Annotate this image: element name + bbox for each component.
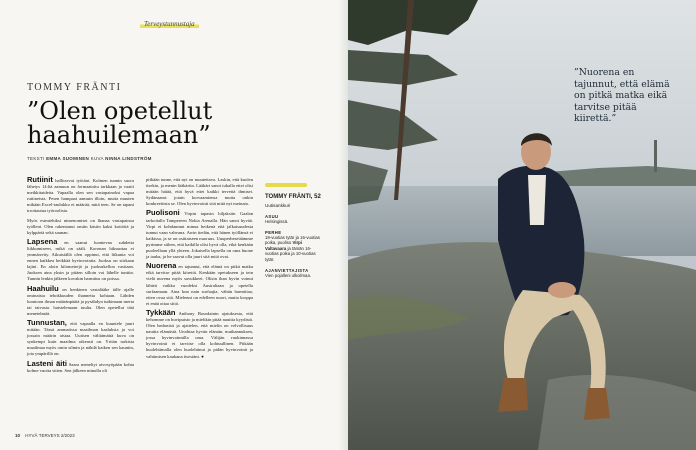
fact-family [265, 235, 321, 263]
fact-label-family: PERHE [265, 229, 282, 235]
paragraph [27, 317, 134, 358]
paragraph-lead: Tykkään [146, 307, 176, 317]
boot-right [584, 388, 610, 420]
paragraph-lead: Lapsena [27, 236, 58, 246]
paragraph [27, 283, 134, 317]
byline-photo-label: KUVA [90, 156, 104, 161]
pull-quote: ”Nuorena en tajunnut, että elämä on pitkä matka eikä tarvitse pitää kiirettä.” [574, 67, 670, 124]
paragraph-text: Virpin tapasin hiljaksiin Gaalan tarkoitalla Tampereen Nokia Arenalla. Hän sanoi hyvää. Virpi ei kohdanmut minua heikenä että jalkaisuudesta tunnut vaan vahvana. Arrin tiedän, että hänen työllänsä ei kaikissa, ja se on osittaiseen nuoruus. Uuuperhesetäämme pyrimme siihen, että kaikilla olisi hyvä olla, eikä kenkään puoleellaan yllä yhteen. Jokaisella lapsella on oma huone ja tauha, ja he saavat olla juuri sitä mitä ovat. [146, 211, 253, 260]
paragraph-text: en saanut luontevaa suhdetta liikkumiseen, mikä on sääli. Koronan hiksuntaa ei ymmärretty. Aikuisiällä olen oppinut, että liikunta voi ennen kaikkea heikkää hyvinvointia. Juoksu on siirkaan lajini. En aloin kilometrejä ja juoksukellon vastiaan. Juoksen aina yksin ja pitäen silloin voi lähelle tuntiin. Tunnin lenkin jälkeen kovakin harmitus on poissa. [27, 239, 134, 282]
paragraph-lead: Rutiinit [27, 175, 53, 184]
fact-label-hobby: AJANVIETTAJISTA [265, 267, 309, 273]
paragraph-text: Myös esimiehiksi nimenomiset on lhanaa vastapainoa työlleni. Olen rakentanut omiin käsiin kaksi kotiöitä ja kylppäriä sekä saunan. [27, 217, 134, 235]
paragraph-lead: Haahuilu [27, 283, 59, 293]
headline-line-1: ”Olen opetellut [27, 97, 213, 125]
paragraph-text: että vapaalla en kuuntele juuri mitään. Tässä ammatissa maailman kaaluksia ja voi jossain määrin aistaa. Uutisen välttämättä kuva on synkempi kuin maailma oikeasti on. Yritän tarkista maailmaa myös omin silmin ja nähdä kaiken sen kauniin, jota ympärillä on. [27, 320, 134, 357]
paragraph [146, 210, 253, 260]
paragraph-text: on henkinen vastalääke tälle ajalle ominaista tehokkuuden ihannetta kohtaan. Lähden luontoon ilman määränpäätä ja pysähdyn tutkimaan merta tai taivasta. haistelemaan tuulta. Olen opetellut tätä menetelmää. [27, 286, 134, 316]
paragraph [27, 177, 134, 215]
body-column-1 [27, 177, 134, 377]
body-column-2 [146, 177, 253, 363]
byline [27, 156, 152, 161]
article-kicker: TOMMY FRÄNTI [27, 82, 122, 93]
paragraph [27, 358, 134, 374]
paragraph-text: Anthony Bourdainin ajatuksesta, että kehomme on huvipuisto ja mielikin pitää nauttia kyydistä. Olen hedonisti ja ajattelen, että mielin on velvollisuus nauttia elämästä. Unohtaa hyvän elämän, mutkannuksen, jossa hyvinvoinnilla oma. Välijän ruokinnassa hyvinvointi ei tarvitse olla kohtuullinen. Pitkään huolehtimalla olen huolehtinut ja pidän hyvinvointi ja vahtimisen kaukana itsestäni. [146, 310, 253, 359]
paragraph-text: hallitsevat työtäni. Kolmen tunnin suora lähetys 14:ltä aamuun on formaatoitu tarkkaan ja vaatii meikkitaidetta. Vapaalla olen sen vastapainoksi vapaa rutiineista. Pesen hampaat aamuin illoin, mutta muuten mikään Excel-taulukko ei määrää, mitä teen. Se on tapani irrottautua työroolista. [27, 178, 135, 214]
highlight-bar [265, 183, 307, 187]
paragraph [27, 218, 134, 236]
gutter-shadow [338, 0, 348, 450]
fact-family-post: ja tämän 16-vuotias poika ja 10-vuotias tytär. [265, 245, 316, 262]
paragraph-lead: Nuorena [146, 261, 177, 271]
paragraph-text: Saara meneltyi aivosyöpään kohta kolme vuotta sitten. Sen jälkeen minulla oli [27, 361, 134, 373]
fact-box [265, 183, 321, 283]
fact-name: TOMMY FRÄNTI, 52 [265, 194, 321, 200]
sweater [528, 175, 546, 225]
magazine-name: HYVÄ TERVEYS 2/2023 [25, 433, 75, 438]
fact-hobby: Vien pojalleni ulkoilmaa. [265, 272, 312, 278]
paragraph-text: pitkään tunne, että nyt on muutettava. Laskin, että kuolen itsekin, ja menin lääkäriin. Lääkäri sanoi tukalla ettei olisi mitään hätää, että hyvä ettei kaikki terveitä ihmiset. Sydänaarut jotain korvaamiensa mutta onkin konkreettista se. Olen hyvinvointi sitä mitä nyt meinata. [146, 177, 253, 207]
headline-line-2: haahuilemaan” [27, 121, 211, 149]
article-headline [27, 99, 212, 147]
fact-home: Helsingissä. [265, 219, 289, 224]
fact-partner-name: Virpi Valtavaara [265, 240, 302, 251]
page-number: 10 [15, 433, 21, 438]
paragraph [146, 263, 253, 307]
fact-family-pre: 19-vuotias tytär ja 16-vuotias poika, puoliso [265, 234, 320, 246]
paragraph [27, 236, 134, 283]
paragraph [146, 307, 253, 360]
folio [15, 433, 75, 438]
paragraph-lead: Puolisoni [146, 208, 180, 218]
section-tag: Terveystunnustaja [140, 20, 199, 28]
hands [548, 282, 576, 298]
paragraph-lead: Tunnustan, [27, 317, 67, 327]
paragraph [146, 177, 253, 207]
lichen [538, 375, 696, 450]
right-page-photo [348, 0, 696, 450]
chimney [654, 140, 657, 172]
byline-writer: EMMA SUOMINEN [46, 156, 90, 161]
paragraph-lead: Lasteni äiti [27, 358, 67, 368]
byline-photographer: NINNA LINDSTRÖM [105, 156, 152, 161]
fact-label-home: ASUU [265, 214, 279, 219]
end-mark-icon: ● [201, 353, 204, 359]
fact-job: Uutisankkuri [265, 203, 291, 208]
paragraph-text: en tajunnut, että elämä on pitkä matka eikä tarvitse pitää kiirettä. Kenkään opetukseen ja tein vielä nuvena myös savukkeet. Olisin ihan hyvin voinut lähteä vaikka vuodeksi Australiaan ja opetella surfaamaan. Aina kun nain surfaajia, vähän harmittaa, etten ovaa sitä. Mielenni on edelleen nuori, mutta kroppa ei enää ottaa siitä. [146, 264, 253, 306]
byline-text-label: TEKSTI [27, 156, 45, 161]
